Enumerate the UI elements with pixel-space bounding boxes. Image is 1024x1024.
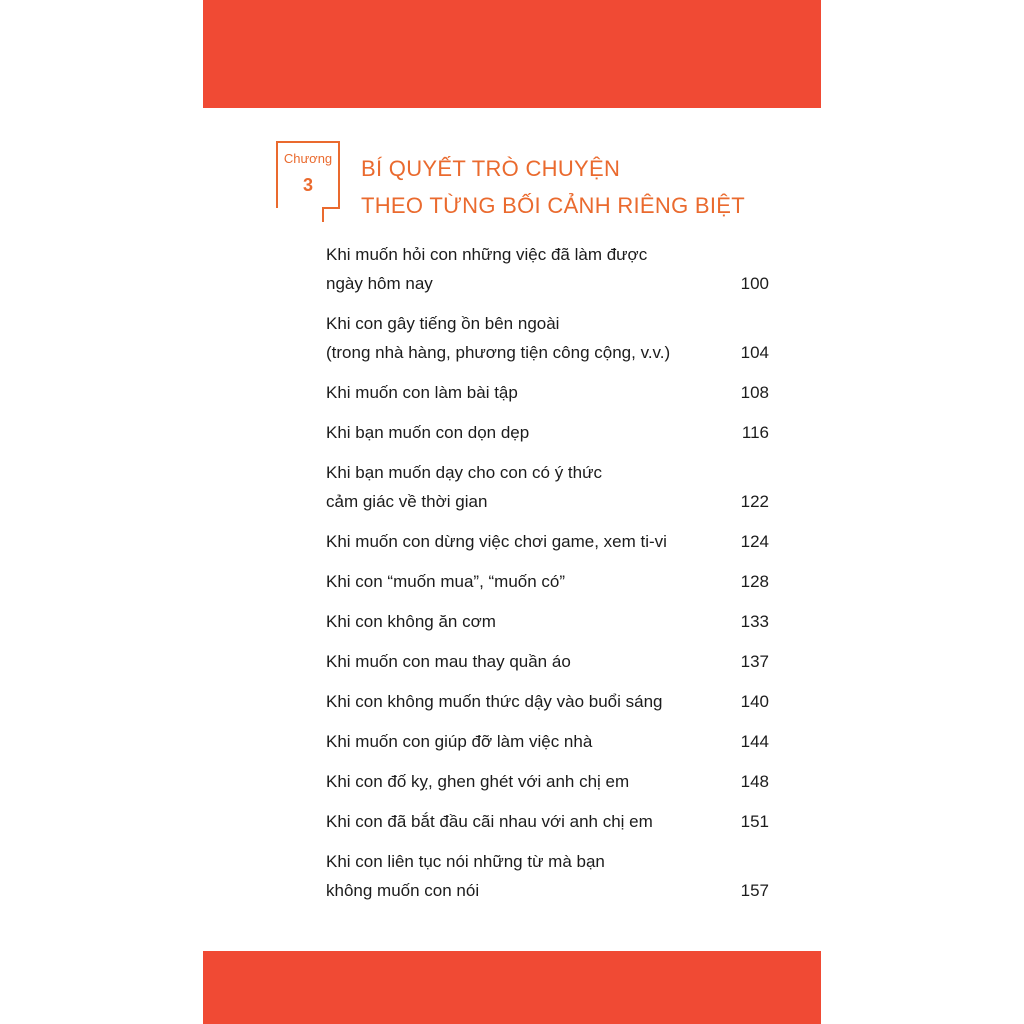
chapter-number: 3 xyxy=(302,175,313,195)
bottom-color-band xyxy=(203,951,821,1024)
toc-page-number: 133 xyxy=(740,612,769,631)
toc-entry-title xyxy=(326,527,726,556)
toc-page-number: 144 xyxy=(740,732,769,751)
toc-entry[interactable] xyxy=(326,807,769,836)
toc-entry-title xyxy=(326,767,726,796)
toc-entry[interactable] xyxy=(326,309,769,367)
top-color-band xyxy=(203,0,821,108)
toc-entry-title-line: Khi con “muốn mua”, “muốn có” xyxy=(326,572,566,591)
toc-entry-title xyxy=(326,647,726,676)
toc-entry-title xyxy=(326,807,726,836)
toc-entry-title-line: Khi bạn muốn dạy cho con có ý thức xyxy=(326,463,602,482)
toc-entry[interactable] xyxy=(326,647,769,676)
toc-entry-title-line: cảm giác về thời gian xyxy=(326,492,488,511)
toc-entry-title-line: Khi con liên tục nói những từ mà bạn xyxy=(326,852,605,871)
toc-page-number: 100 xyxy=(740,274,769,293)
toc-entry-title-line: Khi muốn con mau thay quần áo xyxy=(326,652,571,671)
toc-entry-title xyxy=(326,567,726,596)
toc-entry-title xyxy=(326,607,726,636)
toc-page-number: 124 xyxy=(740,532,769,551)
chapter-title xyxy=(361,150,801,224)
toc-entry[interactable] xyxy=(326,767,769,796)
toc-page-number: 104 xyxy=(740,343,769,362)
toc-entry-title xyxy=(326,309,726,367)
toc-entry[interactable] xyxy=(326,687,769,716)
toc-page-number: 137 xyxy=(740,652,769,671)
toc-entry-title-line: Khi con không ăn cơm xyxy=(326,612,496,631)
toc-entry-title xyxy=(326,458,726,516)
toc-entry-title xyxy=(326,687,726,716)
toc-page-number: 140 xyxy=(740,692,769,711)
toc-entry[interactable] xyxy=(326,607,769,636)
toc-entry-title xyxy=(326,727,726,756)
toc-entry-title-line: Khi con không muốn thức dậy vào buổi sáng xyxy=(326,692,663,711)
toc-page-number: 122 xyxy=(740,492,769,511)
toc-entry-title-line: Khi con gây tiếng ồn bên ngoài xyxy=(326,314,560,333)
chapter-title-line-1: BÍ QUYẾT TRÒ CHUYỆN xyxy=(361,156,621,181)
toc-entry[interactable] xyxy=(326,418,769,447)
toc-entry-title-line: không muốn con nói xyxy=(326,881,480,900)
toc-entry-title xyxy=(326,240,726,298)
chapter-badge xyxy=(275,140,341,224)
toc-entry[interactable] xyxy=(326,378,769,407)
toc-entry[interactable] xyxy=(326,727,769,756)
toc-page-number: 157 xyxy=(740,881,769,900)
toc-page-number: 151 xyxy=(740,812,769,831)
toc-entry-title-line: Khi muốn con giúp đỡ làm việc nhà xyxy=(326,732,593,751)
toc-entry-title-line: Khi muốn hỏi con những việc đã làm được xyxy=(326,245,648,264)
toc-entry-title-line: Khi con đố kỵ, ghen ghét với anh chị em xyxy=(326,772,630,791)
toc-entry-title-line: (trong nhà hàng, phương tiện công cộng, v.v.) xyxy=(326,343,671,362)
table-of-contents xyxy=(326,240,769,916)
toc-entry-title xyxy=(326,847,726,905)
toc-entry[interactable] xyxy=(326,567,769,596)
toc-entry-title xyxy=(326,378,726,407)
toc-page-number: 148 xyxy=(740,772,769,791)
toc-entry[interactable] xyxy=(326,458,769,516)
toc-page-number: 116 xyxy=(741,423,769,442)
toc-page-number: 128 xyxy=(740,572,769,591)
toc-entry-title-line: Khi bạn muốn con dọn dẹp xyxy=(326,423,530,442)
chapter-title-line-2: THEO TỪNG BỐI CẢNH RIÊNG BIỆT xyxy=(361,193,746,218)
chapter-label: Chương xyxy=(283,151,333,166)
toc-entry-title xyxy=(326,418,726,447)
toc-entry[interactable] xyxy=(326,527,769,556)
toc-page-number: 108 xyxy=(740,383,769,402)
toc-entry[interactable] xyxy=(326,240,769,298)
toc-entry[interactable] xyxy=(326,847,769,905)
toc-entry-title-line: Khi con đã bắt đầu cãi nhau với anh chị em xyxy=(326,812,653,831)
toc-entry-title-line: Khi muốn con dừng việc chơi game, xem ti-vi xyxy=(326,532,667,551)
toc-entry-title-line: Khi muốn con làm bài tập xyxy=(326,383,518,402)
book-page xyxy=(203,0,821,1024)
toc-entry-title-line: ngày hôm nay xyxy=(326,274,433,293)
